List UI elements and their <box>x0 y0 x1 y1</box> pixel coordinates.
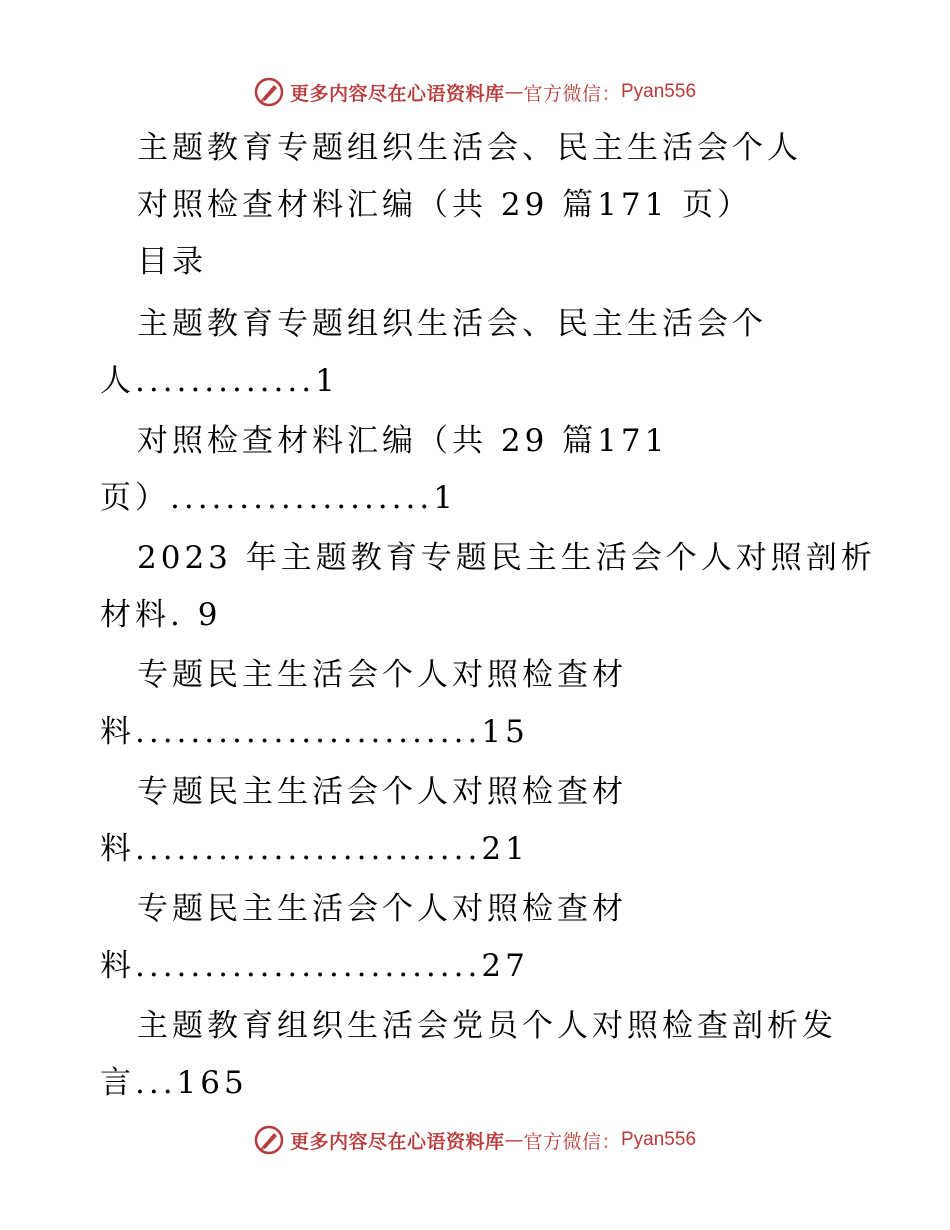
toc-entry-1-line-2[interactable]: 人.............1 <box>100 363 339 399</box>
banner-wechat-id: Pyan556 <box>621 1129 697 1150</box>
pen-logo-icon <box>254 77 284 107</box>
footer-banner <box>0 1120 950 1160</box>
toc-entry-4-line-2[interactable]: 料.........................15 <box>100 714 529 750</box>
toc-entry-6-line-1: 专题民主生活会个人对照检查材 <box>137 891 627 927</box>
title-line-1: 主题教育专题组织生活会、民主生活会个人 <box>137 130 802 166</box>
toc-entry-3-line-2[interactable]: 材料. 9 <box>100 597 222 633</box>
toc-entry-1-line-1: 主题教育专题组织生活会、民主生活会个 <box>137 306 767 342</box>
toc-entry-4-line-1: 专题民主生活会个人对照检查材 <box>137 657 627 693</box>
toc-entry-2-line-1: 对照检查材料汇编（共 29 篇171 <box>137 423 669 459</box>
toc-entry-3-line-1: 2023 年主题教育专题民主生活会个人对照剖析 <box>137 540 876 576</box>
toc-entry-5-line-1: 专题民主生活会个人对照检查材 <box>137 774 627 810</box>
banner-wechat-label: 官方微信： <box>523 1130 621 1153</box>
banner-dash: — <box>504 1129 524 1151</box>
toc-entry-2-line-2[interactable]: 页）...................1 <box>100 480 457 516</box>
toc-heading: 目录 <box>137 244 207 280</box>
banner-site-text: 更多内容尽在心语资料库 <box>289 1130 505 1153</box>
toc-entry-6-line-2[interactable]: 料.........................27 <box>100 948 529 984</box>
toc-entry-7-line-2[interactable]: 言...165 <box>100 1065 248 1101</box>
banner-wechat-id: Pyan556 <box>621 81 697 102</box>
toc-entry-7-line-1: 主题教育组织生活会党员个人对照检查剖析发 <box>137 1008 837 1044</box>
banner-dash: — <box>504 81 524 103</box>
title-line-2: 对照检查材料汇编（共 29 篇171 页） <box>137 187 753 223</box>
toc-entry-5-line-2[interactable]: 料.........................21 <box>100 831 529 867</box>
header-banner <box>0 72 950 112</box>
pen-logo-icon <box>254 1125 284 1155</box>
banner-site-text: 更多内容尽在心语资料库 <box>289 82 505 105</box>
banner-wechat-label: 官方微信： <box>523 82 621 105</box>
